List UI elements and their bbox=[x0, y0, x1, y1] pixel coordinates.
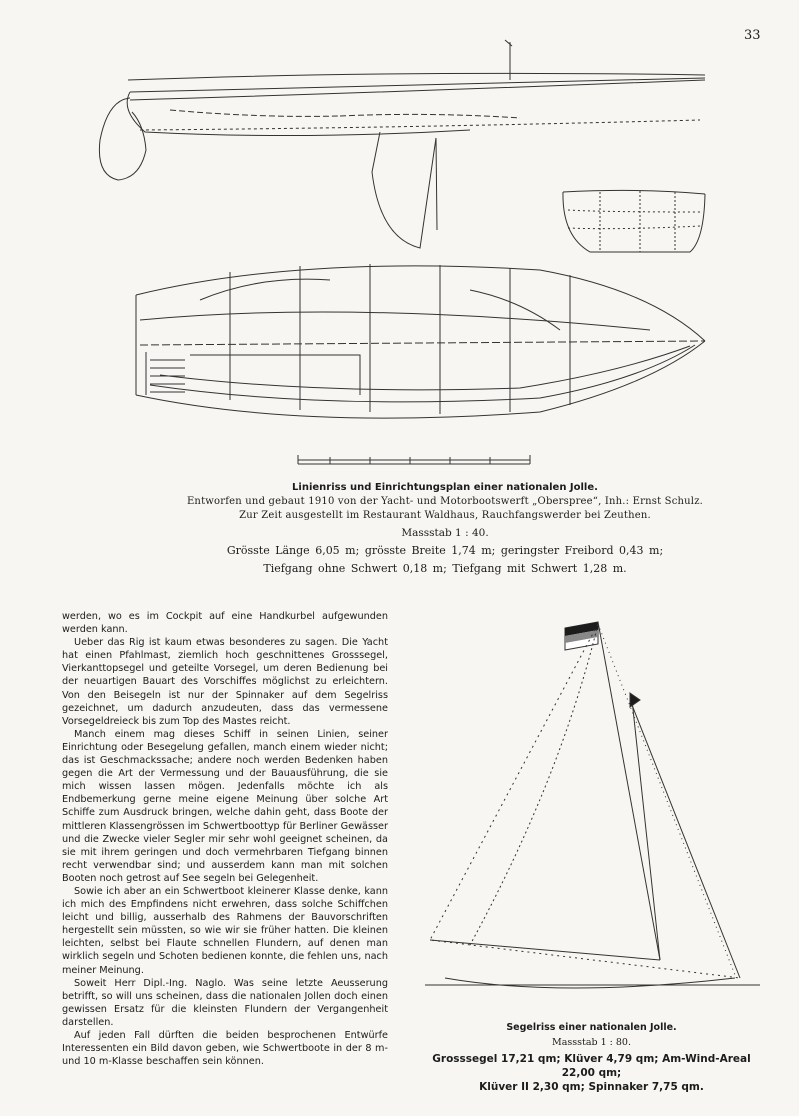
lines-plan-subtitle-2: Zur Zeit ausgestellt im Restaurant Waldhaus, Rauchfangswerder bei Zeuthen. bbox=[239, 510, 651, 521]
article-body bbox=[62, 610, 388, 1068]
section-view bbox=[563, 190, 705, 252]
article-paragraph: Ueber das Rig ist kaum etwas besonderes zu sagen. Die Yacht hat einen Pfahlmast, ziemlich hoch geschnittenes Grosssegel, Vierkanttopsegel und geteilte Vorsegel, um deren Bedienung bei der neuartigen Bauart des Vorschiffes möglichst zu erleichtern. Von den Beisegeln ist nur der Spinnaker auf dem Segelriss gezeichnet, um dadurch anzudeuten, dass das vermessene Vorsegeldreieck bis zum Top des Mastes reicht. bbox=[62, 637, 388, 727]
article-paragraph: Soweit Herr Dipl.-Ing. Naglo. Was seine letzte Aeusserung betrifft, so will uns scheinen, dass die nationalen Jollen doch einen gewissen Ersatz für die kleinsten Flundern der Vergangenheit darstellen. bbox=[62, 977, 388, 1028]
plan-view bbox=[136, 264, 705, 418]
sail-plan-title: Segelriss einer nationalen Jolle. bbox=[506, 1022, 677, 1033]
article-paragraph: Auf jeden Fall dürften die beiden besprochenen Entwürfe Interessenten ein Bild davon geben, wie Schwertboote in der 8 m- und 10 m-Klasse beschaffen sein können. bbox=[62, 1030, 388, 1068]
lines-plan-subtitle-1: Entworfen und gebaut 1910 von der Yacht- und Motorbootswerft „Oberspree“, Inh.: Ernst Schulz. bbox=[186, 496, 704, 507]
sail-plan-caption bbox=[414, 1022, 769, 1094]
page-number: 33 bbox=[744, 28, 761, 43]
lines-plan-dims-1: Grösste Länge 6,05 m; grösste Breite 1,74 m; geringster Freibord 0,43 m; bbox=[226, 544, 664, 557]
sail-plan-areas-2: Klüver II 2,30 qm; Spinnaker 7,75 qm. bbox=[479, 1081, 704, 1093]
sail-plan-scale: Massstab 1 : 80. bbox=[552, 1037, 631, 1048]
sail-plan-areas bbox=[414, 1052, 769, 1094]
article-paragraph: Manch einem mag dieses Schiff in seinen Linien, seiner Einrichtung oder Besegelung gefallen, manch einem wieder nicht; das ist Geschmackssache; andere noch werden Bedenken haben gegen die Art der Vermessung und der Bauausführung, die sie mich wissen lassen mögen. Jedenfalls möchte ich als Endbemerkung gerne meine eigene Meinung über solche Art Schiffe zum Ausdruck bringen, welche dahin geht, dass Boote der mittleren Klassengrössen im Schwertboottyp für Berliner Gewässer und die Zwecke vieler Segler mir sehr wohl geeignet scheinen, da sie mit ihrem geringen und doch vermehrbaren Tiefgang binnen recht verwendbar sind; und ausserdem kann man mit solchen Booten noch getrost auf See segeln bei Gelegenheit. bbox=[62, 728, 388, 884]
scale-bar bbox=[298, 455, 530, 464]
lines-plan-title: Linienriss und Einrichtungsplan einer nationalen Jolle. bbox=[292, 482, 598, 493]
lines-plan-scale: Massstab 1 : 40. bbox=[401, 527, 489, 539]
sail-plan-areas-1: Grosssegel 17,21 qm; Klüver 4,79 qm; Am-Wind-Areal 22,00 qm; bbox=[432, 1053, 751, 1079]
lines-plan-caption bbox=[120, 482, 770, 575]
lines-plan-dims-2: Tiefgang ohne Schwert 0,18 m; Tiefgang mit Schwert 1,28 m. bbox=[263, 562, 627, 575]
article-paragraph: Sowie ich aber an ein Schwertboot kleinerer Klasse denke, kann ich mich des Empfindens nicht erwehren, dass solche Schiffchen leicht und billig, ausserhalb des Rahmens der Bauvorschriften hergestellt sein müssten, so wie wir sie früher hatten. Die kleinen leichten, selbst bei Flaute schnellen Flundern, auf denen man wirklich segeln und Schoten bedienen konnte, die fehlen uns, nach meiner Meinung. bbox=[62, 885, 388, 976]
sail-plan-drawing bbox=[425, 622, 760, 988]
article-paragraph: werden, wo es im Cockpit auf eine Handkurbel aufgewunden werden kann. bbox=[62, 611, 388, 636]
profile-view bbox=[99, 40, 705, 248]
